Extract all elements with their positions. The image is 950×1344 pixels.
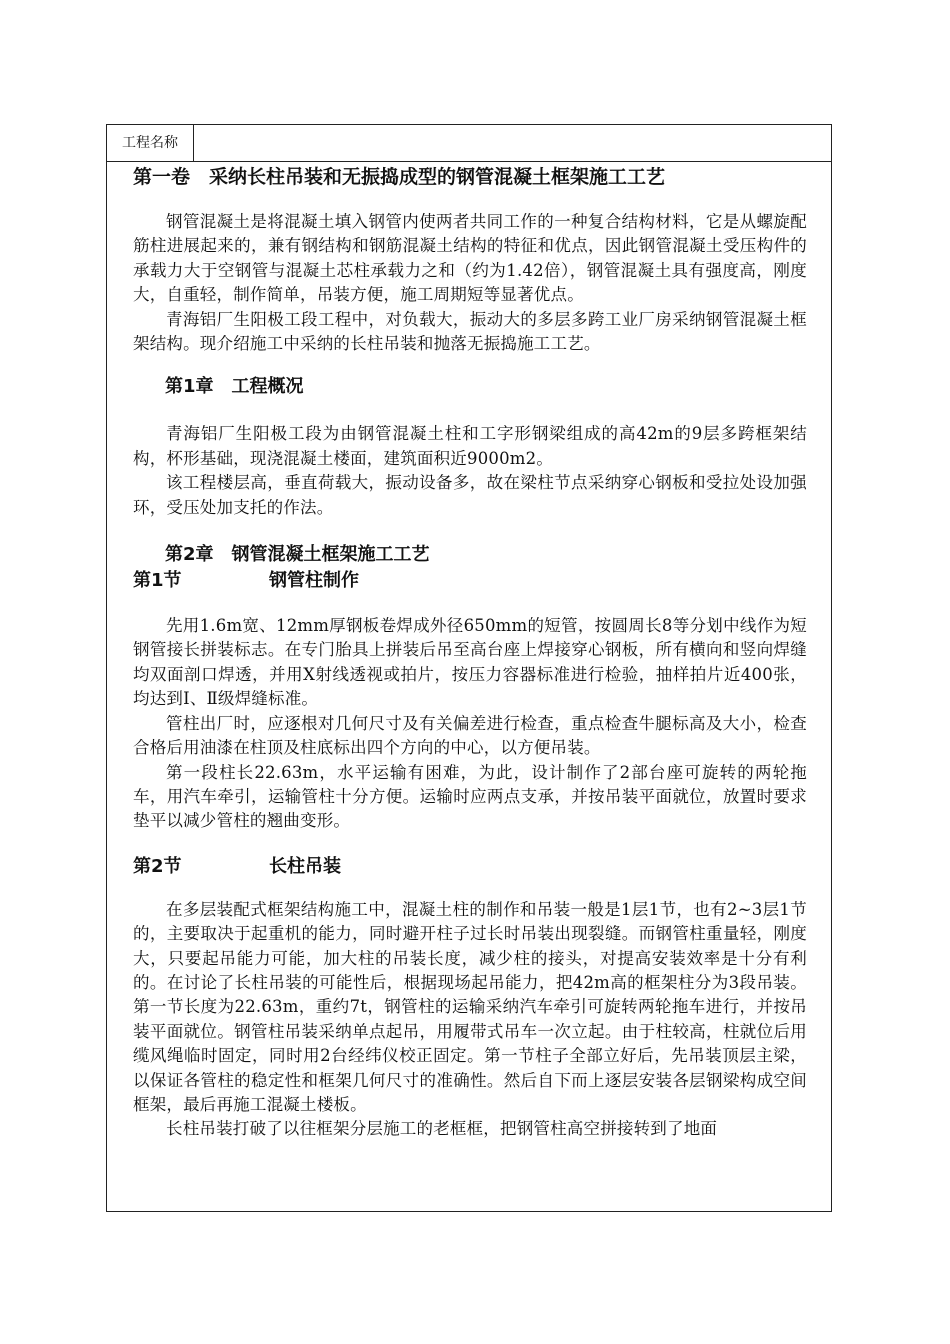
chapter-1-title: 第1章 工程概况 bbox=[165, 376, 304, 398]
section-1-paragraph-2: 管柱出厂时，应逐根对几何尺寸及有关偏差进行检查，重点检查牛腿标高及大小，检查合格后用油漆在柱顶及柱底标出四个方向的中心，以方便吊装。 bbox=[133, 713, 807, 758]
chapter-1-paragraph-1: 青海铝厂生阳极工段为由钢管混凝土柱和工字形钢梁组成的高42m的9层多跨框架结构，杯形基础，现浇混凝土楼面，建筑面积近9000m2。 bbox=[133, 424, 807, 468]
section-1-title: 钢管柱制作 bbox=[269, 570, 359, 592]
project-name-label: 工程名称 bbox=[107, 125, 194, 161]
section-1-paragraph-1: 先用1.6m宽、12mm厚钢板卷焊成外径650mm的短管，按圆周长8等分划中线作为短钢管接长拼装标志。在专门胎具上拼装后吊至高台座上焊接穿心钢板，所有横向和竖向焊缝均双面剖口焊透，并用X射线透视或拍片，按压力容器标准进行检验，抽样拍片近400张，均达到Ⅰ、Ⅱ级焊缝标准。 bbox=[133, 616, 807, 709]
document-frame bbox=[106, 124, 832, 1212]
header-row bbox=[107, 125, 831, 162]
document-body bbox=[107, 162, 831, 1142]
section-2-number: 第2节 bbox=[133, 855, 182, 877]
intro-paragraph-2: 青海铝厂生阳极工段工程中，对负载大，振动大的多层多跨工业厂房采纳钢管混凝土框架结构。现介绍施工中采纳的长柱吊装和抛落无振捣施工工艺。 bbox=[133, 309, 807, 354]
section-1-heading bbox=[133, 568, 807, 594]
volume-title: 第一卷 采纳长柱吊装和无振捣成型的钢管混凝土框架施工工艺 bbox=[133, 166, 666, 188]
section-2-heading bbox=[133, 854, 807, 880]
chapter-1-paragraph-2: 该工程楼层高，垂直荷载大，振动设备多，故在梁柱节点采纳穿心钢板和受拉处设加强环，受压处加支托的作法。 bbox=[133, 473, 807, 517]
intro-paragraph-1: 钢管混凝土是将混凝土填入钢管内使两者共同工作的一种复合结构材料，它是从螺旋配筋柱进展起来的，兼有钢结构和钢筋混凝土结构的特征和优点，因此钢管混凝土受压构件的承载力大于空钢管与混凝土芯柱承载力之和（约为1.42倍），钢管混凝土具有强度高，刚度大，自重轻，制作简单，吊装方便，施工周期短等显著优点。 bbox=[133, 212, 807, 305]
section-1-number: 第1节 bbox=[133, 570, 182, 592]
section-2-paragraph-1: 在多层装配式框架结构施工中，混凝土柱的制作和吊装一般是1层1节，也有2~3层1节的，主要取决于起重机的能力，同时避开柱子过长时吊装出现裂缝。而钢管柱重量轻，刚度大，只要起吊能力可能，加大柱的吊装长度，减少柱的接头，对提高安装效率是十分有利的。在讨论了长柱吊装的可能性后，根据现场起吊能力，把42m高的框架柱分为3段吊装。第一节长度为22.63m，重约7t，钢管柱的运输采纳汽车牵引可旋转两轮拖车进行，并按吊装平面就位。钢管柱吊装采纳单点起吊，用履带式吊车一次立起。由于柱较高，柱就位后用缆风绳临时固定，同时用2台经纬仪校正固定。第一节柱子全部立好后，先吊装顶层主梁，以保证各管柱的稳定性和框架几何尺寸的准确性。然后自下而上逐层安装各层钢梁构成空间框架，最后再施工混凝土楼板。 bbox=[133, 899, 807, 1114]
project-name-value bbox=[194, 125, 831, 161]
section-1-paragraph-3: 第一段柱长22.63m，水平运输有困难，为此，设计制作了2部台座可旋转的两轮拖车，用汽车牵引，运输管柱十分方便。运输时应两点支承，并按吊装平面就位，放置时要求垫平以减少管柱的翘曲变形。 bbox=[133, 762, 807, 831]
section-2-title: 长柱吊装 bbox=[269, 855, 341, 877]
section-2-paragraph-2: 长柱吊装打破了以往框架分层施工的老框框，把钢管柱高空拼接转到了地面 bbox=[166, 1119, 718, 1139]
chapter-2-title: 第2章 钢管混凝土框架施工工艺 bbox=[165, 544, 430, 566]
